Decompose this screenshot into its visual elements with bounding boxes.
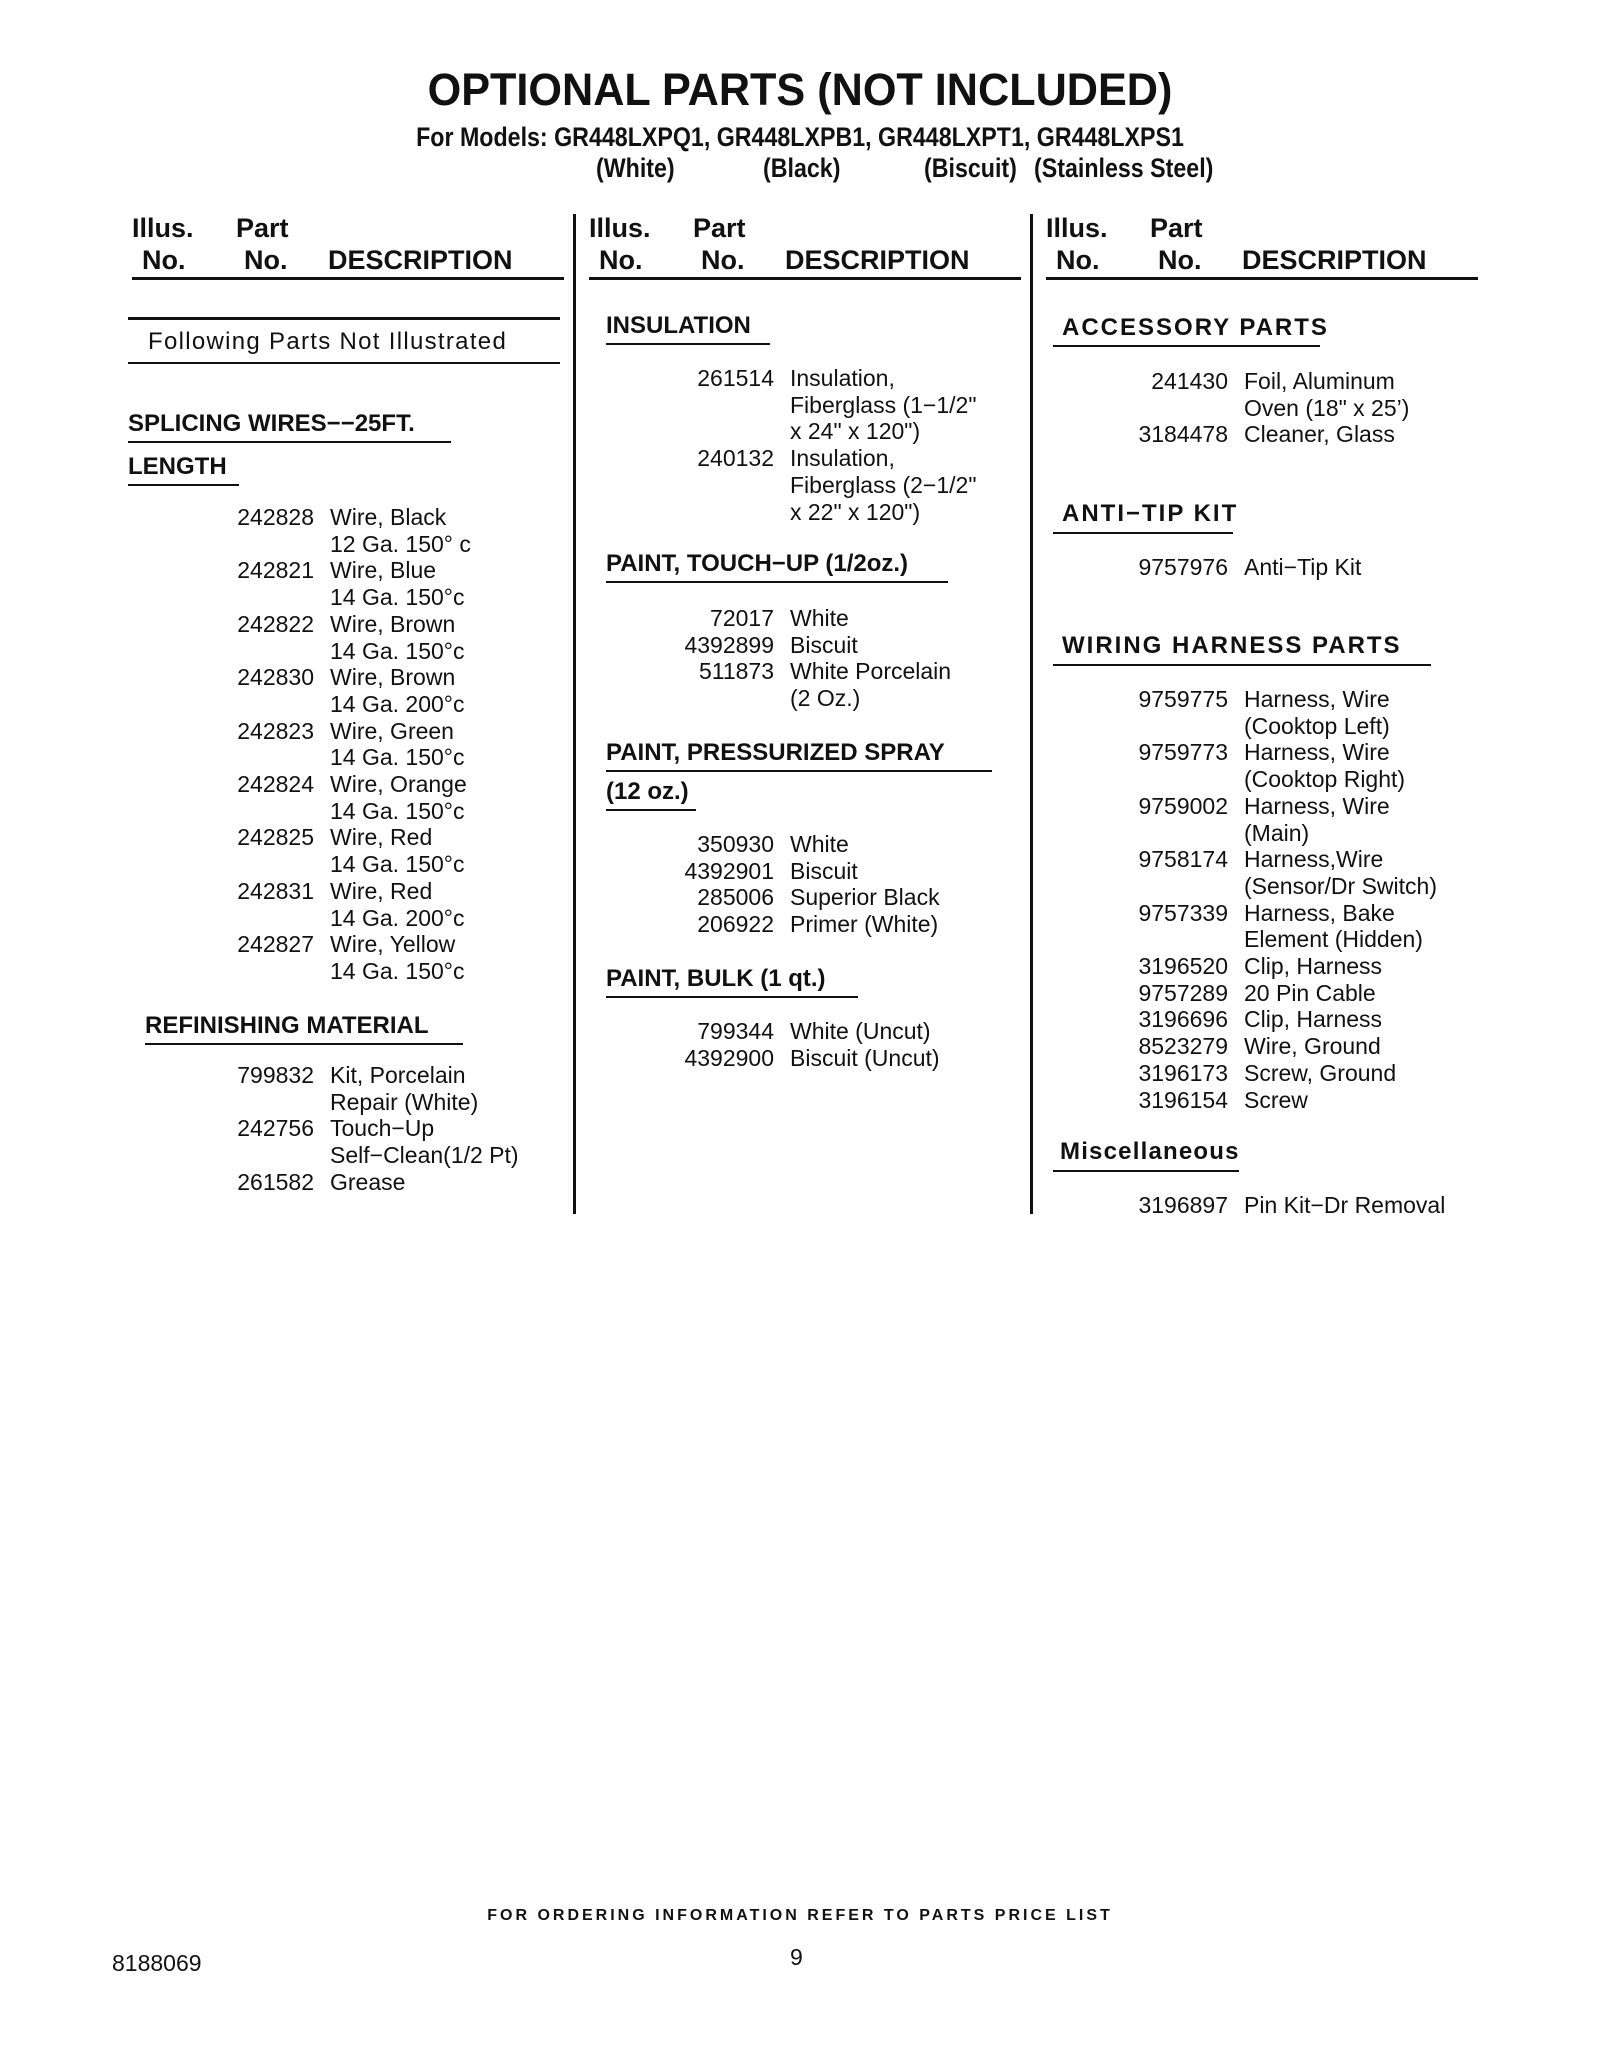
not-illustrated-text: Following Parts Not Illustrated [148, 328, 508, 355]
description-line: Screw, Ground [1244, 1059, 1397, 1086]
description-line: Wire, Blue [330, 557, 437, 584]
section-title-misc: Miscellaneous [1060, 1138, 1240, 1165]
part-number: 799344 [697, 1018, 774, 1044]
part-row [1122, 421, 1409, 448]
section-title-splicing-2: LENGTH [128, 453, 227, 480]
part-row [214, 878, 471, 931]
part-number: 242821 [237, 557, 314, 584]
parts-list-splicing [214, 504, 471, 985]
description-line: 14 Ga. 150°c [330, 744, 465, 771]
part-number: 9758174 [1138, 846, 1228, 873]
part-description [330, 1115, 519, 1168]
section-title-accessory: ACCESSORY PARTS [1062, 314, 1329, 341]
models-line: For Models: GR448LXPQ1, GR448LXPB1, GR448LXPT1, GR448LXPS1 [416, 122, 1184, 152]
part-description [1244, 900, 1423, 953]
part-number: 206922 [697, 911, 774, 938]
part-description [330, 664, 465, 717]
section-underline [606, 343, 770, 345]
part-description [1244, 1192, 1445, 1219]
description-line: Wire, Green [330, 717, 454, 744]
part-row [1122, 1006, 1437, 1033]
description-line: Screw [1244, 1086, 1308, 1113]
part-number: 9759773 [1138, 739, 1228, 766]
description-line: Insulation, [790, 445, 895, 472]
part-row [214, 718, 471, 771]
description-label: DESCRIPTION [785, 245, 970, 275]
description-line: 14 Ga. 150°c [330, 957, 465, 984]
description-line: 12 Ga. 150° c [330, 530, 471, 557]
column-header-rule [589, 277, 1021, 280]
part-no-label: No. [244, 245, 288, 275]
column-divider [1030, 214, 1033, 1214]
description-line: White [790, 831, 849, 857]
part-number: 4392901 [684, 857, 774, 884]
column-header-2 [589, 212, 1029, 282]
part-number: 8523279 [1138, 1033, 1228, 1060]
page-number: 9 [790, 1944, 803, 1970]
part-row [664, 858, 940, 885]
description-line: Harness, Wire [1244, 792, 1390, 819]
part-description [790, 911, 938, 938]
finish-stainless: (Stainless Steel) [1034, 153, 1214, 183]
part-number: 72017 [710, 605, 774, 631]
part-description [1244, 1033, 1381, 1060]
part-description [1244, 793, 1390, 846]
column-header-rule [132, 277, 564, 280]
part-description [790, 365, 977, 445]
part-row [1122, 554, 1361, 581]
description-line: Pin Kit−Dr Removal [1244, 1192, 1446, 1218]
description-line: (Main) [1244, 819, 1310, 846]
part-number: 3196154 [1138, 1086, 1228, 1113]
part-description [330, 611, 465, 664]
part-number: 3196897 [1138, 1192, 1228, 1218]
parts-list-accessory [1122, 368, 1409, 448]
parts-list-misc [1122, 1192, 1445, 1219]
part-row [214, 931, 471, 984]
part-number: 3184478 [1138, 421, 1228, 448]
part-description [790, 1018, 931, 1045]
part-row [214, 771, 471, 824]
part-description [330, 771, 467, 824]
part-label: Part [1150, 213, 1203, 243]
part-description [330, 504, 471, 557]
part-description [790, 605, 849, 632]
description-line: x 22" x 120") [790, 498, 921, 525]
description-line: White Porcelain [790, 658, 952, 685]
section-underline [606, 809, 696, 811]
part-row [214, 664, 471, 717]
description-line: Grease [330, 1168, 406, 1195]
section-title-bulk: PAINT, BULK (1 qt.) [606, 965, 826, 992]
part-number: 242756 [237, 1115, 314, 1142]
part-row [1122, 953, 1437, 980]
part-number: 242828 [237, 504, 314, 530]
part-no-label: No. [701, 245, 745, 275]
description-line: 14 Ga. 200°c [330, 690, 465, 717]
section-underline [128, 441, 451, 443]
part-row [664, 831, 940, 858]
part-row [214, 557, 471, 610]
section-underline [128, 484, 239, 486]
part-row [664, 605, 951, 632]
description-line: Fiberglass (2−1/2" [790, 471, 977, 498]
column-divider [573, 214, 576, 1214]
description-line: White (Uncut) [790, 1018, 931, 1044]
illus-label: Illus. [1046, 213, 1108, 243]
part-row [1122, 846, 1437, 899]
part-number: 9759775 [1138, 686, 1228, 712]
part-description [1244, 554, 1361, 581]
description-label: DESCRIPTION [1242, 245, 1427, 275]
description-line: Foil, Aluminum [1244, 368, 1395, 394]
description-line: Wire, Brown [330, 610, 456, 637]
description-line: (Sensor/Dr Switch) [1244, 872, 1437, 899]
description-line: Wire, Brown [330, 664, 456, 691]
part-row [214, 1169, 519, 1196]
description-line: Self−Clean(1/2 Pt) [330, 1142, 519, 1169]
part-description [330, 718, 465, 771]
part-description [1244, 421, 1395, 448]
part-number: 511873 [698, 658, 774, 685]
description-line: Touch−Up [330, 1115, 435, 1142]
part-number: 285006 [697, 884, 774, 911]
part-row [674, 445, 977, 525]
part-description [790, 858, 858, 885]
part-description [1244, 980, 1376, 1007]
section-underline [1053, 532, 1233, 534]
description-line: Cleaner, Glass [1244, 421, 1395, 448]
part-number: 9757289 [1138, 979, 1228, 1006]
ordering-note: FOR ORDERING INFORMATION REFER TO PARTS PRICE LIST [487, 1907, 1113, 1924]
part-number: 3196173 [1138, 1059, 1228, 1086]
part-description [1244, 846, 1437, 899]
part-number: 242824 [237, 771, 314, 798]
part-row [214, 611, 471, 664]
part-row [1122, 739, 1437, 792]
not-illustrated-banner [128, 317, 560, 364]
part-description [790, 632, 858, 659]
part-description [1244, 368, 1409, 421]
description-line: Fiberglass (1−1/2" [790, 391, 977, 418]
part-number: 3196696 [1138, 1006, 1228, 1033]
description-line: Superior Black [790, 884, 940, 911]
description-line: x 24" x 120") [790, 418, 921, 445]
description-line: 14 Ga. 150°c [330, 851, 465, 878]
illus-no-label: No. [599, 245, 643, 275]
document-number: 8188069 [112, 1950, 202, 1976]
description-line: Kit, Porcelain [330, 1062, 466, 1088]
part-row [664, 911, 940, 938]
part-row [1122, 1192, 1445, 1219]
part-description [790, 884, 940, 911]
part-description [330, 1062, 478, 1115]
parts-list-refinishing [214, 1062, 519, 1196]
column-header-1 [132, 212, 572, 282]
description-line: Repair (White) [330, 1088, 479, 1115]
parts-list-antitip [1122, 554, 1361, 581]
part-label: Part [236, 213, 289, 243]
part-number: 240132 [697, 445, 774, 472]
part-number: 241430 [1151, 368, 1228, 394]
part-row [1122, 368, 1409, 421]
description-line: 14 Ga. 150°c [330, 797, 465, 824]
description-line: Harness,Wire [1244, 846, 1384, 873]
part-number: 242827 [237, 931, 314, 958]
part-row [1122, 900, 1437, 953]
section-title-touchup: PAINT, TOUCH−UP (1/2oz.) [606, 550, 909, 577]
description-line: White [790, 605, 849, 631]
part-number: 4392900 [684, 1044, 774, 1071]
part-no-label: No. [1158, 245, 1202, 275]
description-line: 14 Ga. 150°c [330, 584, 465, 611]
description-label: DESCRIPTION [328, 245, 513, 275]
part-row [674, 365, 977, 445]
part-description [790, 831, 849, 858]
part-description [330, 557, 465, 610]
description-line: Primer (White) [790, 911, 939, 938]
description-line: (Cooktop Left) [1244, 712, 1390, 739]
section-underline [1053, 664, 1431, 666]
description-line: Wire, Black [330, 504, 447, 530]
finish-black: (Black) [763, 153, 841, 183]
section-title-spray: PAINT, PRESSURIZED SPRAY [606, 739, 945, 766]
part-description [330, 878, 465, 931]
part-row [664, 1045, 940, 1072]
description-line: Harness, Wire [1244, 739, 1390, 766]
part-number: 9757976 [1138, 554, 1228, 580]
parts-list-spray [664, 831, 940, 938]
section-underline [606, 996, 858, 998]
description-line: Insulation, [790, 365, 895, 391]
section-underline [606, 770, 992, 772]
page-title: OPTIONAL PARTS (NOT INCLUDED) [427, 64, 1173, 115]
section-title-insulation: INSULATION [606, 312, 751, 339]
part-description [790, 445, 977, 525]
illus-no-label: No. [142, 245, 186, 275]
parts-list-insulation [674, 365, 977, 525]
description-line: 20 Pin Cable [1244, 979, 1376, 1006]
part-row [664, 1018, 940, 1045]
description-line: Biscuit (Uncut) [790, 1044, 940, 1071]
section-title-antitip: ANTI−TIP KIT [1062, 500, 1239, 527]
part-number: 4392899 [684, 631, 774, 658]
part-description [1244, 1006, 1382, 1033]
part-row [664, 658, 951, 711]
description-line: Wire, Red [330, 877, 433, 904]
part-number: 242823 [237, 717, 314, 744]
part-number: 242830 [237, 664, 314, 691]
section-title-harness: WIRING HARNESS PARTS [1062, 632, 1402, 659]
description-line: Wire, Ground [1244, 1033, 1381, 1060]
part-description [790, 1045, 940, 1072]
parts-list-harness [1122, 686, 1437, 1113]
part-row [1122, 980, 1437, 1007]
finish-white: (White) [596, 153, 675, 183]
description-line: (Cooktop Right) [1244, 766, 1406, 793]
column-header-3 [1046, 212, 1486, 282]
part-description [1244, 1087, 1308, 1114]
part-description [1244, 1060, 1396, 1087]
part-row [1122, 686, 1437, 739]
description-line: Wire, Yellow [330, 931, 456, 958]
part-row [664, 632, 951, 659]
finish-biscuit: (Biscuit) [924, 153, 1017, 183]
description-line: 14 Ga. 200°c [330, 904, 465, 931]
part-number: 799832 [237, 1062, 314, 1088]
illus-no-label: No. [1056, 245, 1100, 275]
part-number: 261582 [237, 1168, 314, 1195]
section-underline [606, 581, 948, 583]
part-number: 9759002 [1138, 792, 1228, 819]
column-header-rule [1046, 277, 1478, 280]
parts-list-bulk [664, 1018, 940, 1071]
description-line: Biscuit [790, 631, 858, 658]
description-line: Wire, Red [330, 824, 433, 851]
part-description [1244, 953, 1382, 980]
part-number: 3196520 [1138, 953, 1228, 980]
part-description [330, 824, 465, 877]
part-number: 261514 [697, 365, 774, 391]
part-row [214, 1115, 519, 1168]
part-row [1122, 1060, 1437, 1087]
part-description [330, 931, 465, 984]
part-row [1122, 1033, 1437, 1060]
section-underline [1053, 1170, 1239, 1172]
section-title-splicing: SPLICING WIRES−−25FT. [128, 410, 415, 437]
description-line: 14 Ga. 150°c [330, 637, 465, 664]
part-description [1244, 739, 1405, 792]
parts-list-touchup [664, 605, 951, 712]
part-number: 242825 [237, 824, 314, 851]
part-number: 242822 [237, 610, 314, 637]
part-row [214, 504, 471, 557]
part-row [1122, 793, 1437, 846]
part-number: 242831 [237, 877, 314, 904]
description-line: Anti−Tip Kit [1244, 554, 1362, 580]
description-line: (2 Oz.) [790, 685, 861, 712]
part-number: 350930 [697, 831, 774, 857]
part-description [330, 1169, 405, 1196]
section-title-spray-2: (12 oz.) [606, 778, 689, 805]
part-row [664, 884, 940, 911]
description-line: Harness, Wire [1244, 686, 1390, 712]
description-line: Clip, Harness [1244, 1006, 1383, 1033]
part-number: 9757339 [1138, 899, 1228, 926]
section-underline [1053, 345, 1320, 347]
part-row [214, 824, 471, 877]
part-label: Part [693, 213, 746, 243]
description-line: Harness, Bake [1244, 899, 1395, 926]
section-title-refinishing: REFINISHING MATERIAL [145, 1012, 429, 1039]
part-row [1122, 1087, 1437, 1114]
description-line: Clip, Harness [1244, 953, 1383, 980]
section-underline [145, 1043, 463, 1045]
illus-label: Illus. [132, 213, 194, 243]
illus-label: Illus. [589, 213, 651, 243]
part-description [1244, 686, 1390, 739]
description-line: Biscuit [790, 857, 858, 884]
description-line: Element (Hidden) [1244, 926, 1423, 953]
description-line: Oven (18" x 25’) [1244, 394, 1410, 421]
description-line: Wire, Orange [330, 771, 467, 798]
part-row [214, 1062, 519, 1115]
part-description [790, 658, 951, 711]
